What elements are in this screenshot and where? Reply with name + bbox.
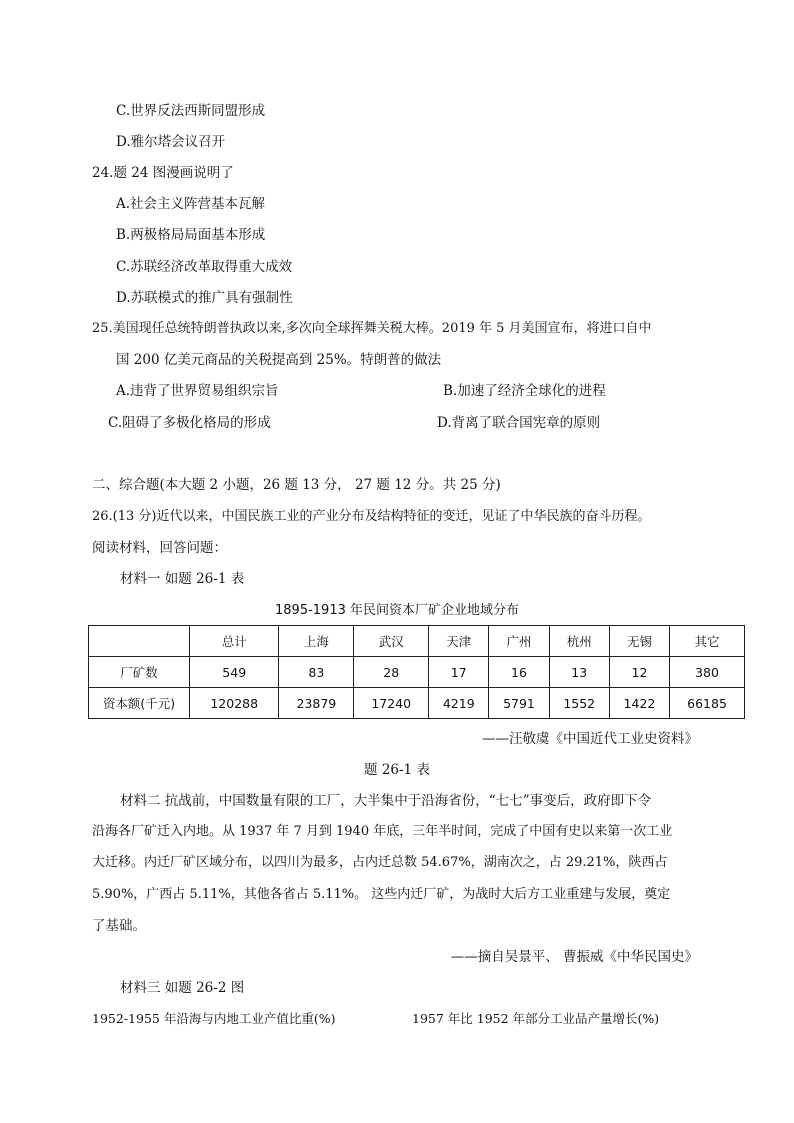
material2-line: 材料二 抗战前，中国数量有限的工厂，大半集中于沿海省份，“七七”事变后，政府即下令 bbox=[120, 793, 652, 809]
table-header-cell: 杭州 bbox=[549, 626, 609, 657]
table-row bbox=[89, 688, 745, 719]
table-cell: 83 bbox=[279, 657, 354, 688]
q25-option-c: C.阻碍了多极化格局的形成 bbox=[108, 415, 271, 431]
table-cell: 66185 bbox=[670, 688, 745, 719]
table-cell: 1422 bbox=[609, 688, 669, 719]
q24-option-b: B.两极格局局面基本形成 bbox=[116, 227, 266, 243]
table-cell: 17 bbox=[429, 657, 489, 688]
material2-source: ——摘自吴景平、 曹振威《中华民国史》 bbox=[450, 949, 698, 965]
table-header-cell: 天津 bbox=[429, 626, 489, 657]
table-cell: 23879 bbox=[279, 688, 354, 719]
table-cell: 13 bbox=[549, 657, 609, 688]
q23-option-c: C.世界反法西斯同盟形成 bbox=[116, 103, 266, 119]
q25-option-d: D.背离了联合国宪章的原则 bbox=[437, 415, 601, 431]
q24-stem: 24.题 24 图漫画说明了 bbox=[92, 165, 234, 181]
table-caption: 题 26-1 表 bbox=[364, 762, 430, 778]
q25-stem-line2: 国 200 亿美元商品的关税提高到 25%。特朗普的做法 bbox=[116, 352, 442, 368]
table-header-cell: 上海 bbox=[279, 626, 354, 657]
q26-instruction: 阅读材料，回答问题： bbox=[92, 540, 227, 556]
q25-option-b: B.加速了经济全球化的进程 bbox=[443, 383, 606, 399]
chart-title-right: 1957 年比 1952 年部分工业品产量增长(%) bbox=[412, 1011, 660, 1026]
table-cell: 4219 bbox=[429, 688, 489, 719]
q24-option-d: D.苏联模式的推广具有强制性 bbox=[116, 290, 293, 306]
q26-stem: 26.(13 分)近代以来，中国民族工业的产业分布及结构特征的变迁，见证了中华民族的奋斗历程。 bbox=[92, 509, 651, 524]
q24-option-a: A.社会主义阵营基本瓦解 bbox=[116, 196, 266, 212]
table-cell: 16 bbox=[489, 657, 549, 688]
chart-title-left: 1952-1955 年沿海与内地工业产值比重(%) bbox=[92, 1011, 336, 1026]
material2-line: 了基础。 bbox=[92, 918, 146, 934]
material2-line: 沿海各厂矿迁入内地。从 1937 年 7 月到 1940 年底，三年半时间，完成了中国有史以来第一次工业 bbox=[92, 824, 673, 839]
table-cell: 12 bbox=[609, 657, 669, 688]
table-cell: 1552 bbox=[549, 688, 609, 719]
material2-line: 5.90%，广西占 5.11%，其他各省占 5.11%。 这些内迁厂矿，为战时大后方工业重建与发展，奠定 bbox=[92, 887, 671, 902]
table-header-cell: 武汉 bbox=[354, 626, 429, 657]
table-cell: 17240 bbox=[354, 688, 429, 719]
material2-line: 大迁移。内迁厂矿区域分布，以四川为最多，占内迁总数 54.67%，湖南次之，占 29.21%，陕西占 bbox=[92, 855, 668, 870]
table-header-cell: 其它 bbox=[670, 626, 745, 657]
table-source: ——汪敬虞《中国近代工业史资料》 bbox=[482, 731, 698, 747]
table-header-cell: 总计 bbox=[190, 626, 279, 657]
q25-option-a: A.违背了世界贸易组织宗旨 bbox=[116, 383, 279, 399]
table-cell: 549 bbox=[190, 657, 279, 688]
table-cell: 5791 bbox=[489, 688, 549, 719]
table-cell: 资本额(千元) bbox=[89, 688, 190, 719]
section2-heading: 二、综合题(本大题 2 小题，26 题 13 分， 27 题 12 分。共 25 分) bbox=[92, 477, 501, 493]
material3-label: 材料三 如题 26-2 图 bbox=[120, 980, 245, 996]
table-title: 1895-1913 年民间资本厂矿企业地域分布 bbox=[275, 603, 519, 618]
table-header-cell: 无锡 bbox=[609, 626, 669, 657]
table-header-row bbox=[89, 626, 745, 657]
q24-option-c: C.苏联经济改革取得重大成效 bbox=[116, 259, 293, 275]
table-cell: 厂矿数 bbox=[89, 657, 190, 688]
table-cell: 380 bbox=[670, 657, 745, 688]
table-cell: 28 bbox=[354, 657, 429, 688]
enterprise-distribution-table bbox=[88, 625, 745, 719]
material1-label: 材料一 如题 26-1 表 bbox=[120, 571, 245, 587]
table-header-cell: 广州 bbox=[489, 626, 549, 657]
q23-option-d: D.雅尔塔会议召开 bbox=[116, 134, 226, 150]
table-cell: 120288 bbox=[190, 688, 279, 719]
table-header-cell bbox=[89, 626, 190, 657]
table-row bbox=[89, 657, 745, 688]
q25-stem-line1: 25.美国现任总统特朗普执政以来,多次向全球挥舞关税大棒。2019 年 5 月美国宣布，将进口自中 bbox=[92, 321, 652, 336]
